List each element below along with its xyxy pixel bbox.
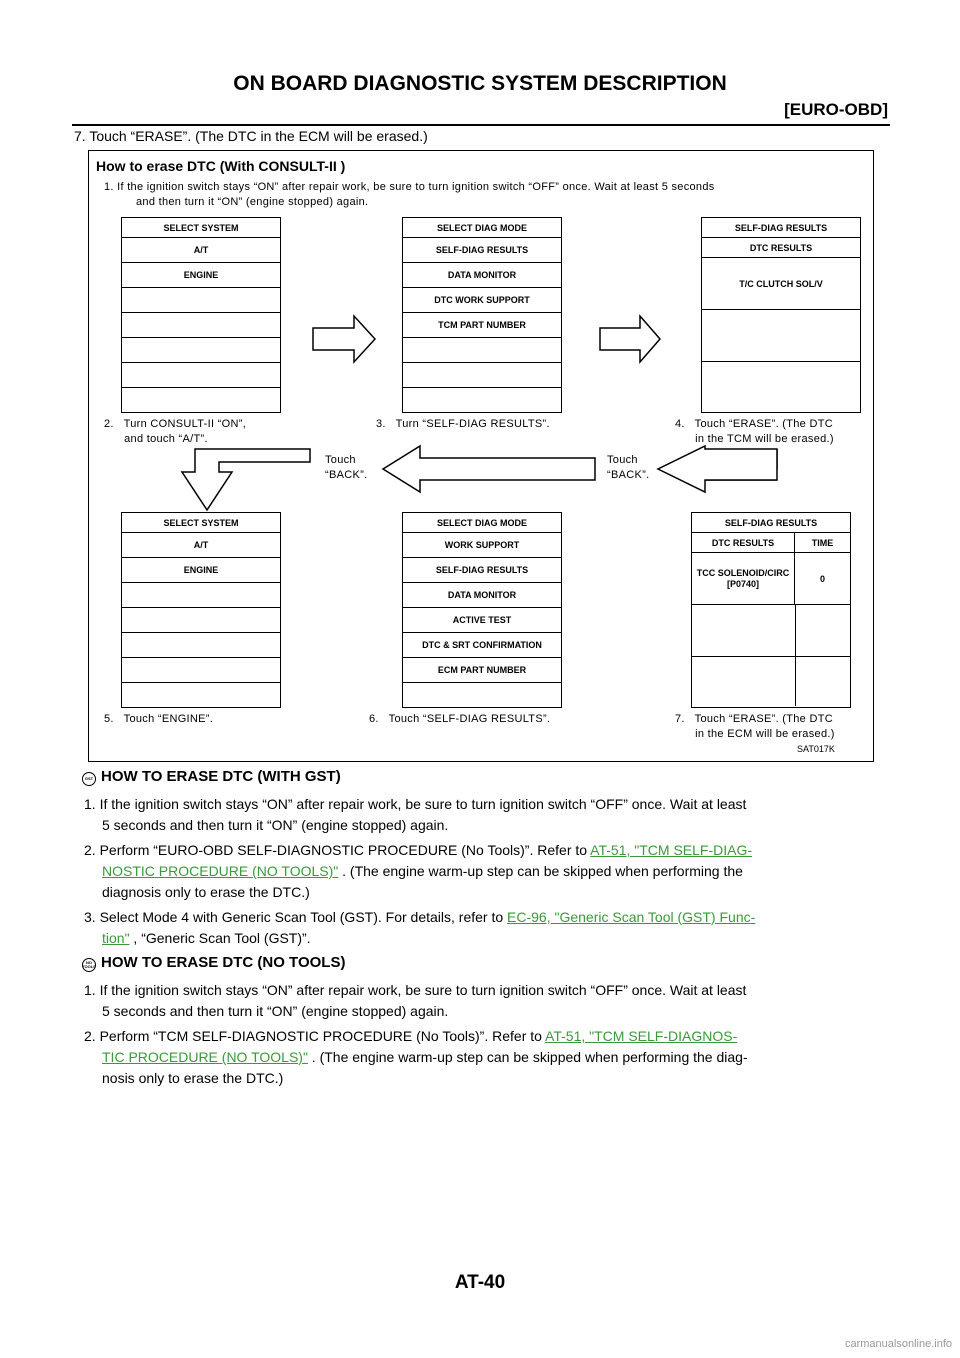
link-ec-96[interactable]: EC-96, "Generic Scan Tool (GST) Func- [507, 909, 756, 925]
screen-row [122, 608, 280, 633]
caption-step-5: 5. Touch “ENGINE”. [104, 713, 214, 725]
screen-row: T/C CLUTCH SOL/V [702, 258, 860, 310]
arrow-right-1 [313, 316, 375, 362]
caption-step-7: 7. Touch “ERASE”. (The DTC in the ECM will be erased.) [675, 713, 835, 740]
screen-row: DTC RESULTS [702, 238, 860, 258]
gst-step-2-line-3: diagnosis only to erase the DTC.) [102, 884, 310, 900]
no-tools-step-2-line-3: nosis only to erase the DTC.) [102, 1070, 284, 1086]
caption-step-2: 2. Turn CONSULT-II “ON”, and touch “A/T”. [104, 418, 247, 445]
link-at-51[interactable]: AT-51, "TCM SELF-DIAG- [590, 842, 753, 858]
screen-row: A/T [122, 533, 280, 558]
gst-step-3-line-2: tion" , “Generic Scan Tool (GST)”. [102, 930, 311, 946]
screen-col-headers [692, 533, 850, 553]
screen-row: DTC WORK SUPPORT [403, 288, 561, 313]
no-tools-step-1-line-1: 1. If the ignition switch stays “ON” after repair work, be sure to turn ignition switch “OFF” once. Wait at least [84, 982, 747, 998]
gst-heading: HOW TO ERASE DTC (WITH GST) [101, 768, 341, 785]
link-ec-96-cont[interactable]: tion" [102, 930, 130, 946]
figure-intro-line-2: and then turn it “ON” (engine stopped) again. [136, 196, 369, 208]
arrow-left-1 [383, 446, 595, 492]
screen-self-diag-results-ecm [691, 512, 851, 708]
screen-row: DATA MONITOR [403, 583, 561, 608]
section-label: [EURO-OBD] [784, 100, 888, 119]
page-number: AT-40 [454, 1272, 506, 1293]
gst-step-2-line-2: NOSTIC PROCEDURE (NO TOOLS)" . (The engine warm-up step can be skipped when performing the [102, 863, 743, 879]
screen-row: DTC & SRT CONFIRMATION [403, 633, 561, 658]
figure-intro-line-1: 1. If the ignition switch stays “ON” after repair work, be sure to turn ignition switch “OFF” once. Wait at least 5 seconds [104, 181, 715, 193]
step-7-text: 7. Touch “ERASE”. (The DTC in the ECM will be erased.) [74, 128, 428, 144]
screen-row [122, 583, 280, 608]
arrow-left-2 [658, 446, 777, 492]
dtc-time: 0 [819, 573, 825, 584]
gst-step-1-line-1: 1. If the ignition switch stays “ON” after repair work, be sure to turn ignition switch “OFF” once. Wait at least [84, 796, 747, 812]
screen-row: SELECT DIAG MODE [403, 218, 561, 238]
gst-step-3-line-1: 3. Select Mode 4 with Generic Scan Tool (GST). For details, refer to EC-96, "Generic Scan Tool (GST) Func- [84, 909, 756, 925]
screen-select-diag-mode-2 [402, 512, 562, 708]
figure-code: SAT017K [797, 744, 835, 754]
link-at-51-cont[interactable]: NOSTIC PROCEDURE (NO TOOLS)" [102, 863, 339, 879]
gst-badge-icon: GST [82, 772, 96, 786]
screen-result-row [692, 553, 850, 605]
screen-row: SELF-DIAG RESULTS [403, 238, 561, 263]
dtc-item: TCC SOLENOID/CIRC [P0740] [692, 553, 795, 604]
screen-row: DATA MONITOR [403, 263, 561, 288]
screen-row [122, 633, 280, 658]
screen-row: A/T [122, 238, 280, 263]
screen-row: ACTIVE TEST [403, 608, 561, 633]
screen-row: SELECT DIAG MODE [403, 513, 561, 533]
screen-row: SELF-DIAG RESULTS [702, 218, 860, 238]
screen-row [122, 658, 280, 683]
col-time: TIME [811, 537, 834, 548]
no-tools-step-1-line-2: 5 seconds and then turn it “ON” (engine stopped) again. [102, 1003, 449, 1019]
no-tools-step-2-line-1: 2. Perform “TCM SELF-DIAGNOSTIC PROCEDURE (No Tools)”. Refer to AT-51, "TCM SELF-DIAGNOS- [84, 1028, 738, 1044]
screen-row: SELECT SYSTEM [122, 218, 280, 238]
watermark: carmanualsonline.info [844, 1338, 952, 1350]
caption-step-6: 6. Touch “SELF-DIAG RESULTS”. [369, 713, 551, 725]
screen-row [122, 683, 280, 707]
link-at-51-notools-cont[interactable]: TIC PROCEDURE (NO TOOLS)" [102, 1049, 308, 1065]
touch-back-label-1: Touch “BACK”. [325, 454, 368, 481]
screen-select-system-2 [121, 512, 281, 708]
arrow-right-2 [600, 316, 660, 362]
screen-row: ENGINE [122, 558, 280, 583]
screen-row: SELF-DIAG RESULTS [692, 513, 850, 533]
caption-step-4: 4. Touch “ERASE”. (The DTC in the TCM will be erased.) [675, 418, 834, 445]
touch-back-label-2: Touch “BACK”. [607, 454, 650, 481]
gst-step-2-line-1: 2. Perform “EURO-OBD SELF-DIAGNOSTIC PROCEDURE (No Tools)”. Refer to AT-51, "TCM SELF-DIAG- [84, 842, 753, 858]
col-dtc-results: DTC RESULTS [692, 533, 795, 552]
screen-row: ENGINE [122, 263, 280, 288]
no-tools-heading: HOW TO ERASE DTC (NO TOOLS) [101, 954, 346, 971]
arrow-down-to-screen5 [182, 449, 310, 510]
screen-row: SELECT SYSTEM [122, 513, 280, 533]
no-tools-badge-icon: NO TOOLS [82, 958, 96, 972]
screen-empty-row [692, 605, 850, 657]
no-tools-step-2-line-2: TIC PROCEDURE (NO TOOLS)" . (The engine warm-up step can be skipped when performing the diag- [102, 1049, 748, 1065]
screen-row: WORK SUPPORT [403, 533, 561, 558]
screen-row [403, 683, 561, 707]
figure-title: How to erase DTC (With CONSULT-II ) [96, 158, 346, 174]
screen-row: TCM PART NUMBER [403, 313, 561, 338]
gst-step-1-line-2: 5 seconds and then turn it “ON” (engine stopped) again. [102, 817, 449, 833]
screen-empty-row [692, 657, 850, 706]
page-title: ON BOARD DIAGNOSTIC SYSTEM DESCRIPTION [233, 72, 727, 95]
link-at-51-notools[interactable]: AT-51, "TCM SELF-DIAGNOS- [545, 1028, 738, 1044]
screen-row: SELF-DIAG RESULTS [403, 558, 561, 583]
caption-step-3: 3. Turn “SELF-DIAG RESULTS”. [376, 418, 550, 430]
screen-row: ECM PART NUMBER [403, 658, 561, 683]
